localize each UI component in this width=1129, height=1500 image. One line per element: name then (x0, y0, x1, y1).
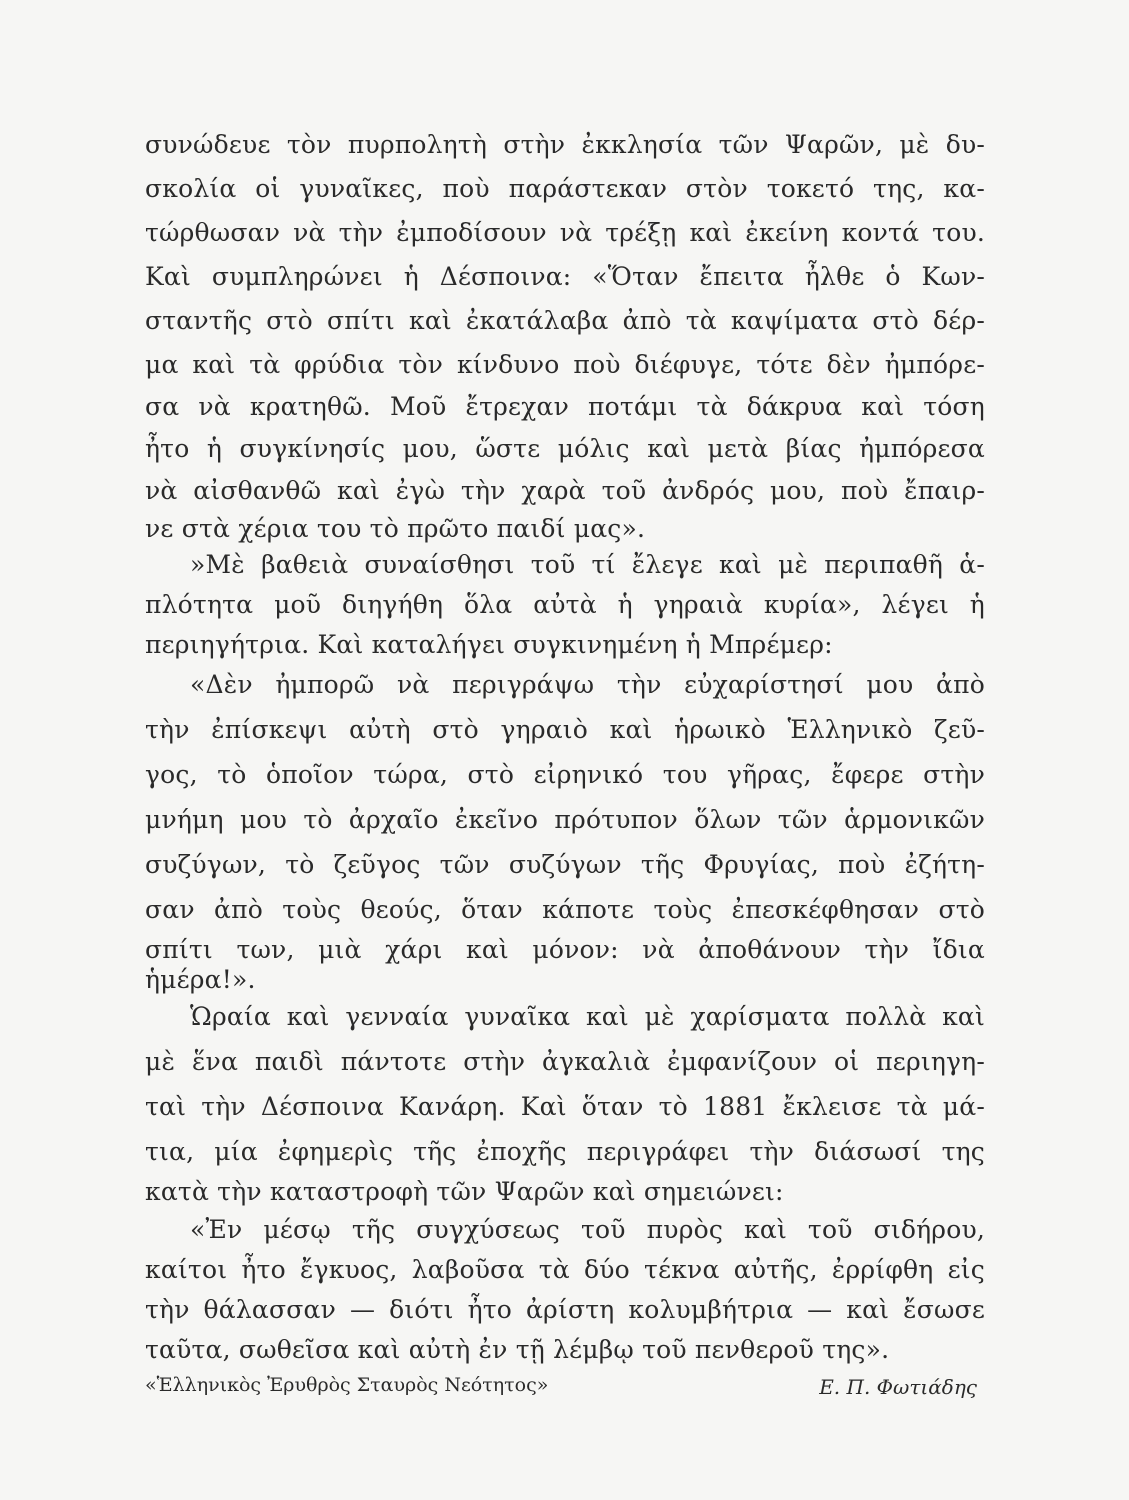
text-line: «Ἐν μέσῳ τῆς συγχύσεως τοῦ πυρὸς καὶ τοῦ σιδήρου, (190, 1215, 985, 1244)
text-line: μὲ ἕνα παιδὶ πάντοτε στὴν ἀγκαλιὰ ἐμφανίζουν οἱ περιηγη- (145, 1047, 985, 1076)
text-line: μα καὶ τὰ φρύδια τὸν κίνδυνο ποὺ διέφυγε, τότε δὲν ἠμπόρε- (145, 350, 985, 379)
text-line: ταὶ τὴν Δέσποινα Κανάρη. Καὶ ὅταν τὸ 1881 ἔκλεισε τὰ μά- (145, 1092, 985, 1121)
text-line: ταῦτα, σωθεῖσα καὶ αὐτὴ ἐν τῇ λέμβῳ τοῦ πενθεροῦ της». (145, 1335, 890, 1364)
author-signature: Ε. Π. Φωτιάδης (819, 1375, 977, 1399)
text-line: νὰ αἰσθανθῶ καὶ ἐγὼ τὴν χαρὰ τοῦ ἀνδρός μου, ποὺ ἔπαιρ- (145, 476, 985, 505)
text-line: τὴν ἐπίσκεψι αὐτὴ στὸ γηραιὸ καὶ ἡρωικὸ Ἑλληνικὸ ζεῦ- (145, 715, 985, 744)
text-line: μνήμη μου τὸ ἀρχαῖο ἐκεῖνο πρότυπον ὅλων τῶν ἁρμονικῶν (145, 805, 985, 834)
text-line: σαν ἀπὸ τοὺς θεούς, ὅταν κάποτε τοὺς ἐπεσκέφθησαν στὸ (145, 895, 985, 924)
text-line: ἡμέρα!». (145, 965, 256, 994)
text-line: κατὰ τὴν καταστροφὴ τῶν Ψαρῶν καὶ σημειώνει: (145, 1177, 784, 1206)
text-line: σταντῆς στὸ σπίτι καὶ ἐκατάλαβα ἀπὸ τὰ καψίματα στὸ δέρ- (145, 306, 985, 335)
text-line: τια, μία ἐφημερὶς τῆς ἐποχῆς περιγράφει τὴν διάσωσί της (145, 1137, 985, 1166)
text-line: τώρθωσαν νὰ τὴν ἐμποδίσουν νὰ τρέξῃ καὶ ἐκείνη κοντά του. (145, 218, 985, 247)
text-line: γος, τὸ ὁποῖον τώρα, στὸ εἰρηνικό του γῆρας, ἔφερε στὴν (145, 760, 985, 789)
text-line: τὴν θάλασσαν — διότι ἦτο ἀρίστη κολυμβήτρια — καὶ ἔσωσε (145, 1295, 985, 1324)
text-line: Καὶ συμπληρώνει ἡ Δέσποινα: «Ὅταν ἔπειτα ἦλθε ὁ Κων- (145, 262, 985, 291)
text-line: ἦτο ἡ συγκίνησίς μου, ὥστε μόλις καὶ μετὰ βίας ἠμπόρεσα (145, 434, 985, 463)
text-line: σκολία οἱ γυναῖκες, ποὺ παράστεκαν στὸν τοκετό της, κα- (145, 174, 985, 203)
source-caption: «Ἑλληνικὸς Ἐρυθρὸς Σταυρὸς Νεότητος» (145, 1374, 549, 1396)
text-line: «Δὲν ἠμπορῶ νὰ περιγράψω τὴν εὐχαρίστησί μου ἀπὸ (190, 670, 985, 699)
text-line: σα νὰ κρατηθῶ. Μοῦ ἔτρεχαν ποτάμι τὰ δάκρυα καὶ τόση (145, 392, 985, 421)
text-line: πλότητα μοῦ διηγήθη ὅλα αὐτὰ ἡ γηραιὰ κυρία», λέγει ἡ (145, 590, 985, 619)
text-line: συζύγων, τὸ ζεῦγος τῶν συζύγων τῆς Φρυγίας, ποὺ ἐζήτη- (145, 850, 985, 879)
text-line: σπίτι των, μιὰ χάρι καὶ μόνον: νὰ ἀποθάνουν τὴν ἴδια (145, 935, 985, 964)
text-line: Ὡραία καὶ γενναία γυναῖκα καὶ μὲ χαρίσματα πολλὰ καὶ (190, 1002, 985, 1031)
text-line: καίτοι ἦτο ἔγκυος, λαβοῦσα τὰ δύο τέκνα αὐτῆς, ἐρρίφθη εἰς (145, 1255, 985, 1284)
text-line: περιηγήτρια. Καὶ καταλήγει συγκινημένη ἡ Μπρέμερ: (145, 630, 833, 659)
text-line: νε στὰ χέρια του τὸ πρῶτο παιδί μας». (145, 514, 646, 543)
text-line: συνώδευε τὸν πυρπολητὴ στὴν ἐκκλησία τῶν Ψαρῶν, μὲ δυ- (145, 130, 985, 159)
text-line: »Μὲ βαθειὰ συναίσθησι τοῦ τί ἔλεγε καὶ μὲ περιπαθῆ ἁ- (190, 550, 985, 579)
